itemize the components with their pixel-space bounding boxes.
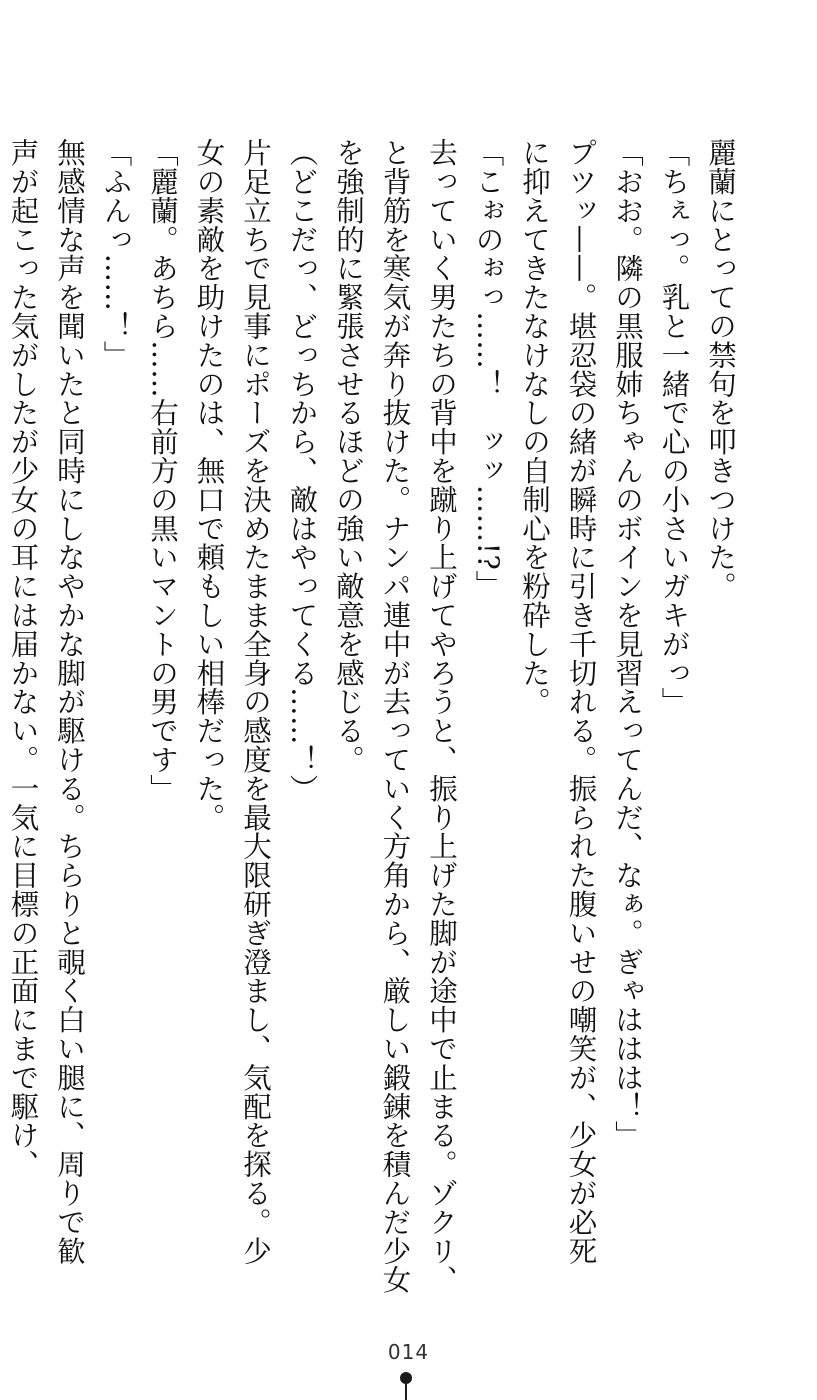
text-line: と背筋を寒気が奔り抜けた。ナンパ連中が去っていく方角から、厳しい鍛錬を積んだ少女 xyxy=(378,138,412,1294)
text-line: 「おお。隣の黒服姉ちゃんのボインを見習えってんだ、なぁ。ぎゃははは！」 xyxy=(611,138,644,1150)
text-line: 声が起こった気がしたが少女の耳には届かない。一気に目標の正面にまで駆け、 xyxy=(6,138,40,1179)
text-line: 「ふんっ……！」 xyxy=(99,138,133,370)
text-line: プツッ——。堪忍袋の緒が瞬時に引き千切れる。振られた腹いせの嘲笑が、少女が必死 xyxy=(564,138,598,1266)
page-marker-dot xyxy=(400,1372,412,1384)
page-number: 014 xyxy=(387,1340,430,1364)
text-line: 女の素敵を助けたのは、無口で頼もしい相棒だった。 xyxy=(192,138,226,832)
page-marker-line xyxy=(405,1384,407,1400)
text-line: 去っていく男たちの背中を蹴り上げてやろうと、振り上げた脚が途中で止まる。ゾクリ、 xyxy=(425,138,458,1294)
text-line: 「こぉのぉっ……！ ッッ……!?」 xyxy=(471,138,505,600)
vertical-text-block xyxy=(0,138,743,1294)
text-line: 「麗蘭。あちら……右前方の黒いマントの男です」 xyxy=(146,138,179,803)
text-line: 片足立ちで見事にポーズを決めたまま全身の感度を最大限研ぎ澄まし、気配を探る。少 xyxy=(239,138,272,1266)
text-line: 無感情な声を聞いたと同時にしなやかな脚が駆ける。ちらりと覗く白い腿に、周りで歓 xyxy=(53,138,86,1266)
text-line: を強制的に緊張させるほどの強い敵意を感じる。 xyxy=(332,138,365,774)
text-line: に抑えてきたなけなしの自制心を粉砕した。 xyxy=(518,138,551,716)
text-line: （どこだっ、どっちから、敵はやってくる……！） xyxy=(285,138,319,803)
text-line: 「ちぇっ。乳と一緒で心の小さいガキがっ」 xyxy=(657,138,691,716)
text-line: 麗蘭にとっての禁句を叩きつけた。 xyxy=(704,138,737,601)
